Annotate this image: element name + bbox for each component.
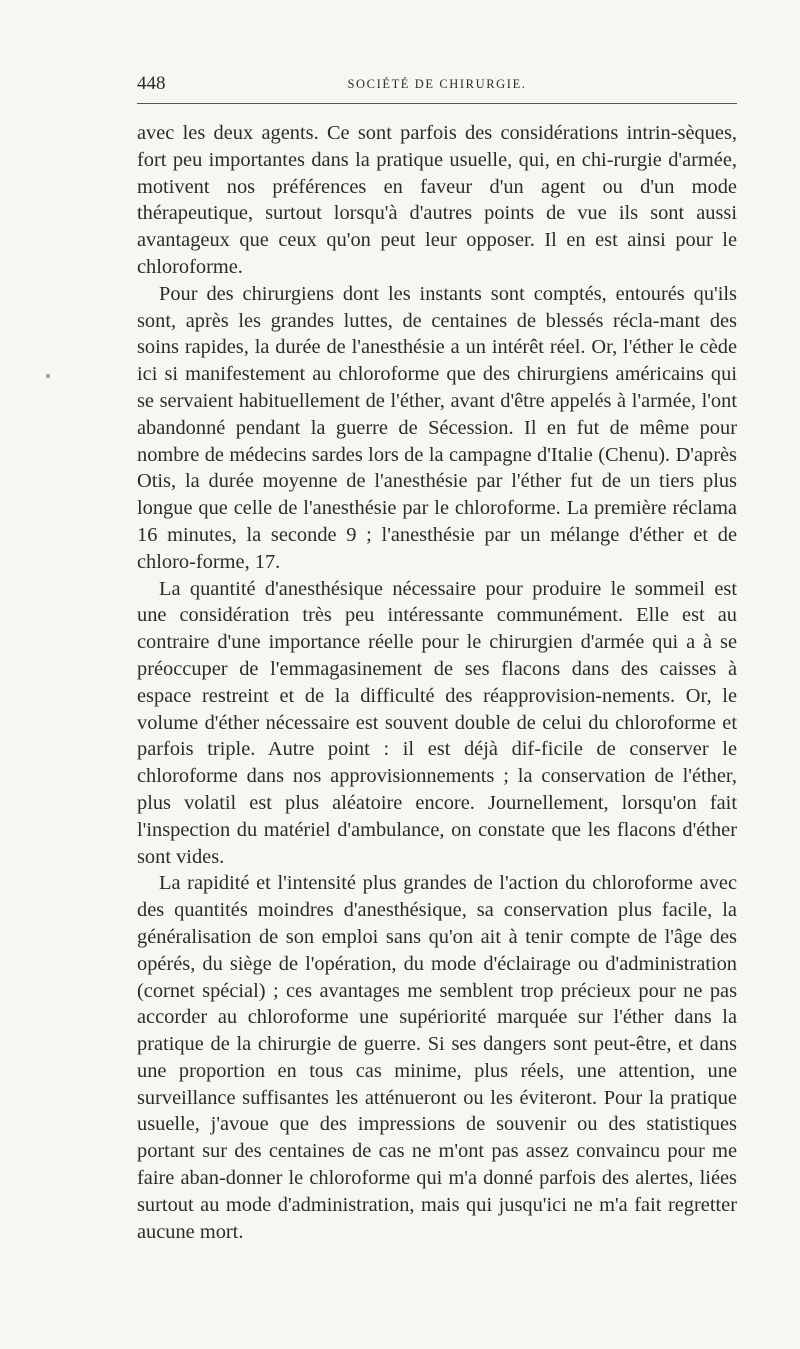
page-header — [137, 73, 737, 97]
header-rule — [137, 103, 737, 104]
margin-dot-mark — [46, 374, 50, 378]
paragraph-2: Pour des chirurgiens dont les instants sont comptés, entourés qu'ils sont, après les grandes luttes, de centaines de blessés récla-mant des soins rapides, la durée de l'anesthésie a un intérêt réel. Or, l'éther le cède ici si manifestement au chloroforme que des chirurgiens américains qui se servaient habituellement de l'éther, avant d'être appelés à l'armée, l'ont abandonné pendant la guerre de Sécession. Il en fut de même pour nombre de médecins sardes lors de la campagne d'Italie (Chenu). D'après Otis, la durée moyenne de l'anesthésie par l'éther fut de un tiers plus longue que celle de l'anesthésie par le chloroforme. La première réclama 16 minutes, la seconde 9 ; l'anesthésie par un mélange d'éther et de chloro-forme, 17. — [137, 282, 737, 573]
running-title: SOCIÉTÉ DE CHIRURGIE. — [347, 77, 527, 91]
page-number: 448 — [137, 73, 166, 94]
paragraph-3: La quantité d'anesthésique nécessaire pour produire le sommeil est une considération très peu intéressante communément. Elle est au contraire d'une importance réelle pour le chirurgien d'armée qui a à se préoccuper de l'emmagasinement de ses flacons dans des caisses à espace restreint et de la difficulté des réapprovision-nements. Or, le volume d'éther nécessaire est souvent double de celui du chloroforme et parfois triple. Autre point : il est déjà dif-ficile de conserver le chloroforme dans nos approvisionnements ; la conservation de l'éther, plus volatil est plus aléatoire encore. Journellement, lorsqu'on fait l'inspection du matériel d'ambulance, on constate que les flacons d'éther sont vides. — [137, 577, 737, 868]
paragraph-1: avec les deux agents. Ce sont parfois des considérations intrin-sèques, fort peu importantes dans la pratique usuelle, qui, en chi-rurgie d'armée, motivent nos préférences en faveur d'un agent ou d'un mode thérapeutique, surtout lorsqu'à d'autres points de vue ils sont aussi avantageux que ceux qu'on peut leur opposer. Il en est ainsi pour le chloroforme. — [137, 122, 737, 278]
body-text — [137, 120, 737, 1245]
paragraph-4: La rapidité et l'intensité plus grandes de l'action du chloroforme avec des quantités moindres d'anesthésique, sa conservation plus facile, la généralisation de son emploi sans qu'on ait à tenir compte de l'âge des opérés, du siège de l'opération, du mode d'éclairage ou d'administration (cornet spécial) ; ces avantages me semblent trop précieux pour ne pas accorder au chloroforme une supériorité marquée sur l'éther dans la pratique de la chirurgie de guerre. Si ses dangers sont peut-être, et dans une proportion en tous cas minime, plus réels, une attention, une surveillance suffisantes les atténueront ou les éviteront. Pour la pratique usuelle, j'avoue que des impressions de souvenir ou des statistiques portant sur des centaines de cas ne m'ont pas assez convaincu pour me faire aban-donner le chloroforme qui m'a donné parfois des alertes, liées surtout au mode d'administration, mais qui jusqu'ici ne m'a fait regretter aucune mort. — [137, 872, 737, 1243]
